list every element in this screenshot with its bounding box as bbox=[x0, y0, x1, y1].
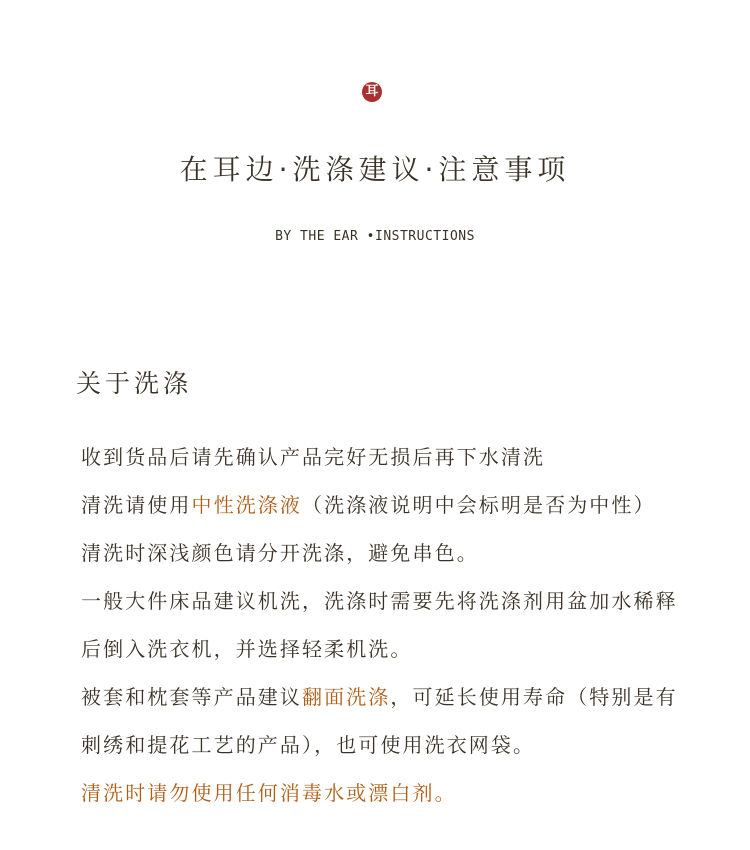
section-heading: 关于洗涤 bbox=[76, 369, 193, 398]
instruction-line-6-text-b: ，可延长使用寿命（特别是有 bbox=[390, 685, 678, 709]
instruction-line-6 bbox=[81, 681, 678, 710]
instruction-line-4: 一般大件床品建议机洗，洗涤时需要先将洗涤剂用盆加水稀释 bbox=[81, 589, 678, 613]
instruction-line-2 bbox=[81, 489, 656, 518]
page-subtitle bbox=[0, 229, 750, 244]
brand-seal-logo: 耳 bbox=[362, 82, 382, 102]
subtitle-brand: BY THE EAR bbox=[275, 229, 359, 244]
warning-no-bleach: 清洗时请勿使用任何消毒水或漂白剂。 bbox=[81, 781, 457, 805]
instruction-line-7: 刺绣和提花工艺的产品），也可使用洗衣网袋。 bbox=[81, 733, 536, 757]
highlight-neutral-detergent: 中性洗涤液 bbox=[191, 493, 302, 517]
instruction-line-5: 后倒入洗衣机，并选择轻柔机洗。 bbox=[81, 637, 413, 661]
instruction-line-1: 收到货品后请先确认产品完好无损后再下水清洗 bbox=[81, 445, 546, 469]
subtitle-separator-dot: • bbox=[366, 229, 375, 244]
instruction-line-6-text-a: 被套和枕套等产品建议 bbox=[81, 685, 302, 709]
page-title: 在耳边·洗涤建议·注意事项 bbox=[179, 153, 571, 186]
instruction-line-2-text-b: （洗涤液说明中会标明是否为中性） bbox=[302, 493, 656, 517]
instruction-line-2-text-a: 清洗请使用 bbox=[81, 493, 192, 517]
subtitle-instructions: INSTRUCTIONS bbox=[375, 229, 475, 244]
instruction-line-3: 清洗时深浅颜色请分开洗涤，避免串色。 bbox=[81, 541, 479, 565]
highlight-wash-inside-out: 翻面洗涤 bbox=[302, 685, 391, 709]
